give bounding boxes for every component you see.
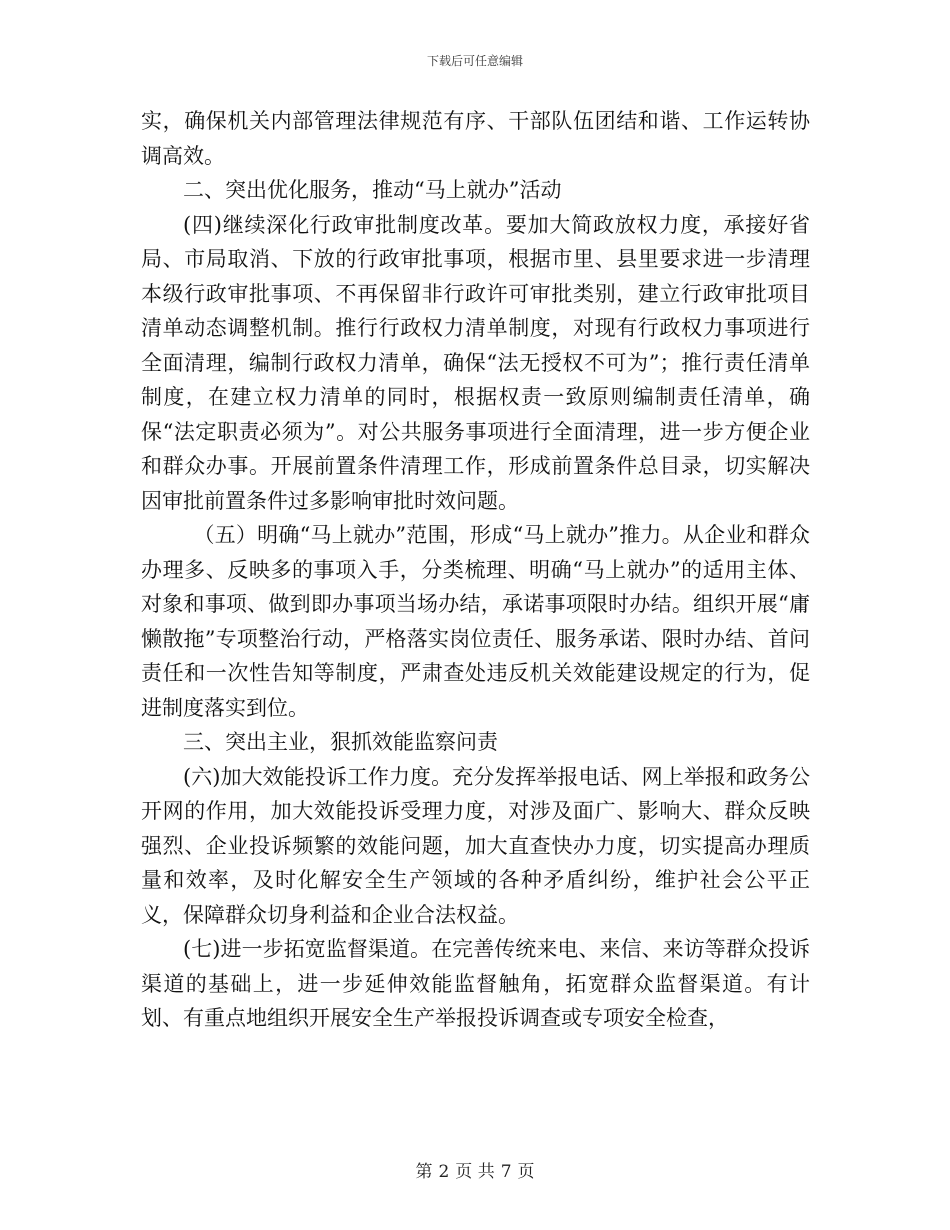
document-body — [141, 104, 810, 1036]
page-footer — [0, 1157, 950, 1182]
footer-middle: 页 共 — [455, 1162, 495, 1182]
paragraph-item-6: (六)加大效能投诉工作力度。充分发挥举报电话、网上举报和政务公开网的作用，加大效能投诉受理力度，对涉及面广、影响大、群众反映强烈、企业投诉频繁的效能问题，加大直查快办力度，切实提高办理质量和效率，及时化解安全生产领域的各种矛盾纠纷，维护社会公平正义，保障群众切身利益和企业合法权益。 — [141, 764, 810, 927]
page-header — [0, 52, 950, 69]
section-heading-3: 三、突出主业，狠抓效能监察问责 — [183, 730, 498, 754]
footer-prefix: 第 — [415, 1162, 433, 1182]
header-note: 下载后可任意编辑 — [426, 54, 523, 68]
paragraph-item-7: (七)进一步拓宽监督渠道。在完善传统来电、来信、来访等群众投诉渠道的基础上，进一步延伸效能监督触角，拓宽群众监督渠道。有计划、有重点地组织开展安全生产举报投诉调查或专项安全检查， — [141, 937, 810, 1030]
total-pages-number: 7 — [500, 1162, 512, 1182]
footer-suffix: 页 — [517, 1162, 535, 1182]
paragraph-item-4: (四)继续深化行政审批制度改革。要加大简政放权力度，承接好省局、市局取消、下放的行政审批事项，根据市里、县里要求进一步清理本级行政审批事项、不再保留非行政许可审批类别，建立行政审批项目清单动态调整机制。推行行政权力清单制度，对现有行政权力事项进行全面清理，编制行政权力清单，确保“法无授权不可为”；推行责任清单制度，在建立权力清单的同时，根据权责一致原则编制责任清单，确保“法定职责必须为”。对公共服务事项进行全面清理，进一步方便企业和群众办事。开展前置条件清理工作，形成前置条件总目录，切实解决因审批前置条件过多影响审批时效问题。 — [141, 212, 810, 513]
paragraph-continuation: 实，确保机关内部管理法律规范有序、干部队伍团结和谐、工作运转协调高效。 — [141, 109, 810, 168]
current-page-number: 2 — [438, 1162, 450, 1182]
section-heading-2: 二、突出优化服务，推动“马上就办”活动 — [183, 178, 562, 202]
paragraph-item-5: （五）明确“马上就办”范围，形成“马上就办”推力。从企业和群众办理多、反映多的事项入手，分类梳理、明确“马上就办”的适用主体、对象和事项、做到即办事项当场办结，承诺事项限时办结。组织开展“庸懒散拖”专项整治行动，严格落实岗位责任、服务承诺、限时办结、首问责任和一次性告知等制度，严肃查处违反机关效能建设规定的行为，促进制度落实到位。 — [141, 523, 810, 720]
